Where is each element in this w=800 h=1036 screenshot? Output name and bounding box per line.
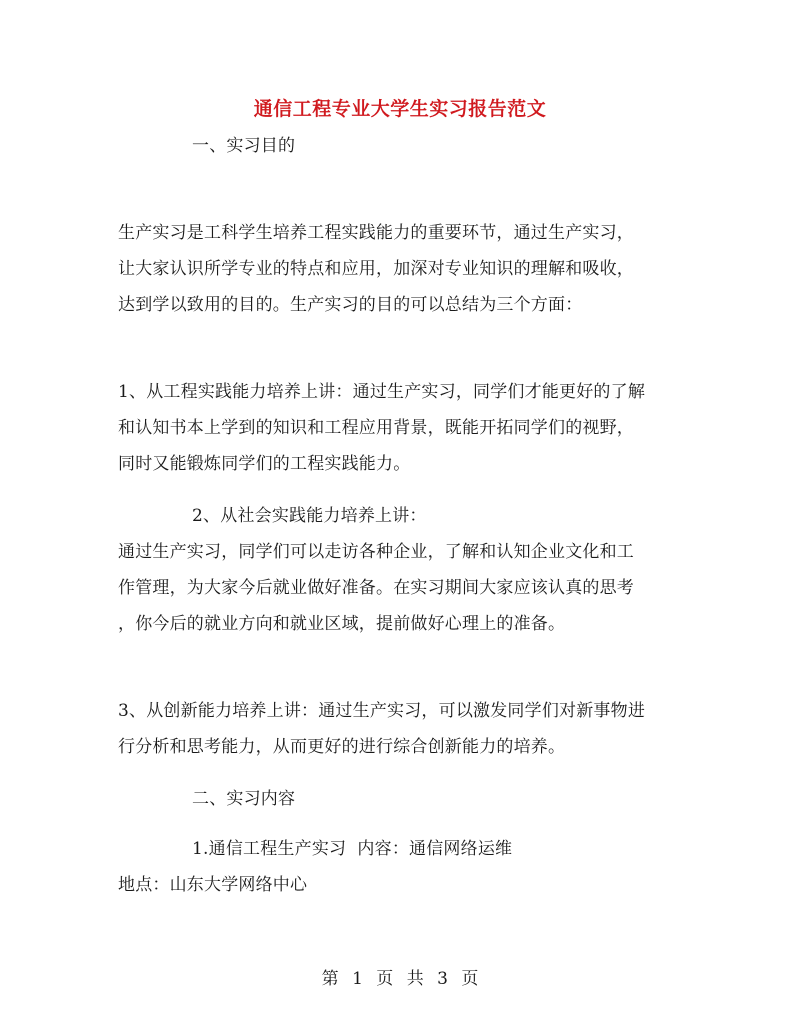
item-line: 3、从创新能力培养上讲：通过生产实习，可以激发同学们对新事物进 (118, 701, 646, 721)
item-line: 1、从工程实践能力培养上讲：通过生产实习，同学们才能更好的了解 (118, 382, 646, 402)
paragraph-line: 让大家认识所学专业的特点和应用，加深对专业知识的理解和吸收， (118, 259, 634, 279)
item-line: 和认知书本上学到的知识和工程应用背景，既能开拓同学们的视野， (118, 418, 634, 438)
paragraph-line: 达到学以致用的目的。生产实习的目的可以总结为三个方面： (118, 295, 583, 315)
item-line: 同时又能锻炼同学们的工程实践能力。 (118, 454, 411, 474)
item-line: 通过生产实习，同学们可以走访各种企业，了解和认知企业文化和工 (118, 542, 634, 562)
footer-total-number: 3 (437, 969, 448, 989)
item-line: ，你今后的就业方向和就业区域，提前做好心理上的准备。 (118, 614, 566, 634)
footer-page-unit: 页 (376, 969, 394, 989)
page-footer (0, 964, 800, 989)
item-heading: 2、从社会实践能力培养上讲： (192, 506, 427, 526)
content-item: 1.通信工程生产实习 内容：通信网络运维 (192, 839, 513, 859)
footer-page-label: 第 (321, 969, 339, 989)
item-line: 作管理，为大家今后就业做好准备。在实习期间大家应该认真的思考 (118, 578, 634, 598)
section-heading-content: 二、实习内容 (192, 789, 296, 809)
footer-total-label: 共 (406, 969, 424, 989)
item-line: 行分析和思考能力，从而更好的进行综合创新能力的培养。 (118, 737, 566, 757)
section-heading-purpose: 一、实习目的 (192, 136, 296, 156)
location-line: 地点：山东大学网络中心 (118, 875, 308, 895)
document-title: 通信工程专业大学生实习报告范文 (253, 98, 547, 120)
footer-total-unit: 页 (461, 969, 479, 989)
paragraph-line: 生产实习是工科学生培养工程实践能力的重要环节，通过生产实习， (118, 223, 634, 243)
footer-page-number: 1 (352, 969, 363, 989)
